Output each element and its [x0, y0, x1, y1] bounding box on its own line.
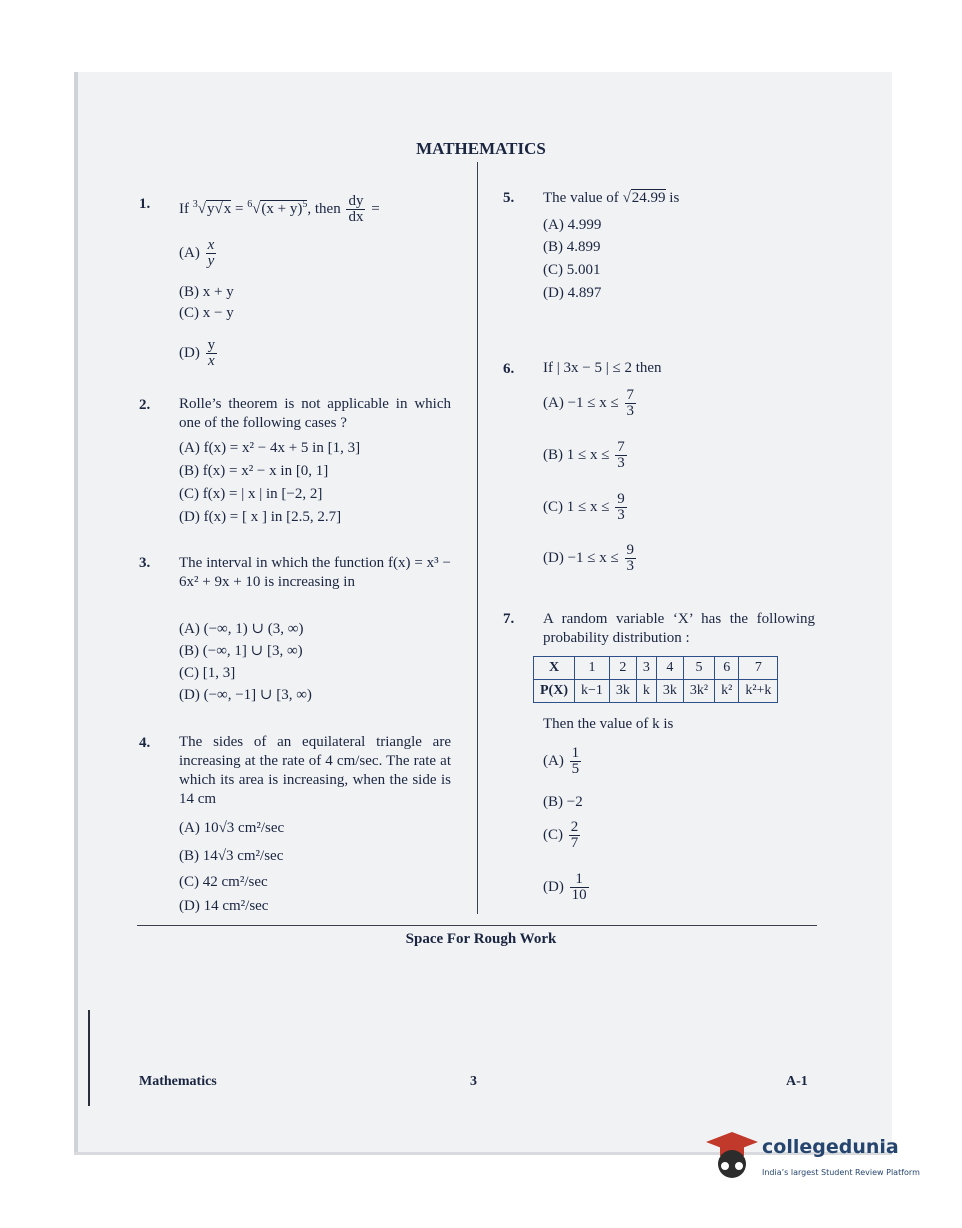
numerator: 7 [617, 439, 625, 455]
denominator: 5 [571, 761, 580, 777]
option-label: (C) 1 ≤ x ≤ [543, 498, 610, 515]
rough-work-label: Space For Rough Work [405, 931, 557, 947]
table-cell: 2 [609, 657, 636, 680]
question-stem: The sides of an equilateral triangle are increasing at the rate of 4 cm/sec. The rate at which its area is increasing, when the side is 14 cm [179, 734, 451, 807]
question-number: 5. [503, 190, 515, 206]
option-b [543, 440, 629, 471]
question-number: 7. [503, 611, 515, 627]
question-number: 6. [503, 361, 515, 377]
table-cell: X [534, 657, 575, 680]
question-stem: If | 3x − 5 | ≤ 2 then [543, 360, 662, 376]
column-divider [477, 162, 478, 914]
option-d [543, 543, 638, 574]
denominator: x [207, 353, 215, 369]
option-a [179, 238, 218, 269]
option-c: (C) x − y [179, 305, 234, 321]
logo-tagline: India’s largest Student Review Platform [762, 1168, 920, 1177]
question-stem: If $^3√y√x = ^6√(x + y)^5$, then $\frac{dy}{dx}$ = [179, 193, 380, 225]
graduate-icon [700, 1124, 760, 1190]
rough-work-divider [137, 925, 817, 926]
footer-subject: Mathematics [139, 1074, 217, 1089]
option-d: (D) (−∞, −1] ∪ [3, ∞) [179, 687, 312, 703]
stem-then: , then [307, 200, 341, 217]
dx: dx [348, 209, 364, 225]
option-c: (C) [1, 3] [179, 665, 236, 681]
scan-mark [88, 1010, 90, 1106]
numerator: 1 [571, 745, 580, 761]
radicand: 24.99 [631, 190, 666, 206]
footer-code: A-1 [786, 1074, 808, 1089]
table-cell: 7 [739, 657, 778, 680]
option-b: (B) 14√3 cm²/sec [179, 848, 284, 864]
footer-page-number: 3 [470, 1074, 477, 1089]
probability-table [533, 656, 778, 703]
table-cell: 3k² [683, 680, 714, 703]
option-c [543, 820, 582, 851]
table-cell: k² [715, 680, 739, 703]
option-a [543, 388, 638, 419]
table-cell: 3k [656, 680, 683, 703]
question-number: 2. [139, 397, 151, 413]
table-row-px [534, 680, 778, 703]
option-label: (A) [179, 244, 200, 261]
option-d [543, 872, 591, 903]
option-d [179, 338, 219, 369]
denominator: 10 [571, 887, 587, 903]
denominator: 3 [617, 455, 625, 471]
stem-prefix: If [179, 200, 189, 217]
option-a [543, 746, 583, 777]
question-stem: The value of √24.99 is [543, 190, 680, 206]
option-b: (B) x + y [179, 284, 234, 300]
table-cell: 4 [656, 657, 683, 680]
numerator: y [207, 337, 216, 353]
numerator: 1 [570, 872, 589, 888]
question-number: 4. [139, 735, 151, 751]
option-c: (C) 5.001 [543, 262, 601, 278]
table-cell: P(X) [534, 680, 575, 703]
option-label: (D) [543, 878, 564, 895]
option-d: (D) f(x) = [ x ] in [2.5, 2.7] [179, 509, 342, 525]
option-label: (A) [543, 752, 564, 769]
option-a: (A) f(x) = x² − 4x + 5 in [1, 3] [179, 440, 361, 456]
table-cell: 6 [715, 657, 739, 680]
collegedunia-logo[interactable] [700, 1124, 950, 1194]
option-label: (B) 1 ≤ x ≤ [543, 446, 610, 463]
option-c: (C) 42 cm²/sec [179, 874, 268, 890]
option-d: (D) 14 cm²/sec [179, 898, 269, 914]
denominator: 7 [570, 835, 579, 851]
page-edge [74, 72, 78, 1154]
question-stem: The interval in which the function f(x) = x³ − 6x² + 9x + 10 is increasing in [179, 555, 451, 590]
table-cell: 5 [683, 657, 714, 680]
table-row-x [534, 657, 778, 680]
question-number: 1. [139, 196, 151, 212]
table-cell: 3 [636, 657, 656, 680]
option-c [543, 492, 629, 523]
numerator: 9 [617, 491, 625, 507]
table-cell: 1 [575, 657, 610, 680]
option-b: (B) −2 [543, 794, 583, 810]
option-b: (B) (−∞, 1] ∪ [3, ∞) [179, 643, 303, 659]
question-number: 3. [139, 555, 151, 571]
denominator: 3 [626, 403, 634, 419]
question-stem: Rolle’s theorem is not applicable in which one of the following cases ? [179, 396, 451, 431]
option-c: (C) f(x) = | x | in [−2, 2] [179, 486, 323, 502]
dy: dy [348, 193, 364, 209]
table-cell: k²+k [739, 680, 778, 703]
stem-post: is [669, 190, 680, 206]
table-cell: k−1 [575, 680, 610, 703]
option-label: (D) [179, 344, 200, 361]
numerator: x [207, 237, 215, 253]
option-a: (A) 4.999 [543, 217, 602, 233]
denominator: 3 [626, 558, 634, 574]
table-cell: k [636, 680, 656, 703]
denominator: 3 [617, 507, 625, 523]
dy-dx-fraction [346, 194, 365, 225]
option-b: (B) f(x) = x² − x in [0, 1] [179, 463, 329, 479]
page-title: MATHEMATICS [416, 139, 546, 158]
option-b: (B) 4.899 [543, 239, 601, 255]
question-followup: Then the value of k is [543, 716, 674, 732]
option-a: (A) 10√3 cm²/sec [179, 820, 285, 836]
question-stem: A random variable ‘X’ has the following probability distribution : [543, 611, 815, 646]
numerator: 7 [626, 387, 634, 403]
option-d: (D) 4.897 [543, 285, 602, 301]
option-label: (A) −1 ≤ x ≤ [543, 394, 619, 411]
option-label: (D) −1 ≤ x ≤ [543, 549, 619, 566]
option-label: (C) [543, 826, 563, 843]
table-cell: 3k [609, 680, 636, 703]
numerator: 9 [626, 542, 634, 558]
stem-pre: The value of [543, 190, 619, 206]
denominator: y [207, 253, 215, 269]
option-a: (A) (−∞, 1) ∪ (3, ∞) [179, 621, 304, 637]
logo-wordmark: collegedunia [762, 1136, 899, 1158]
numerator: 2 [570, 819, 579, 835]
